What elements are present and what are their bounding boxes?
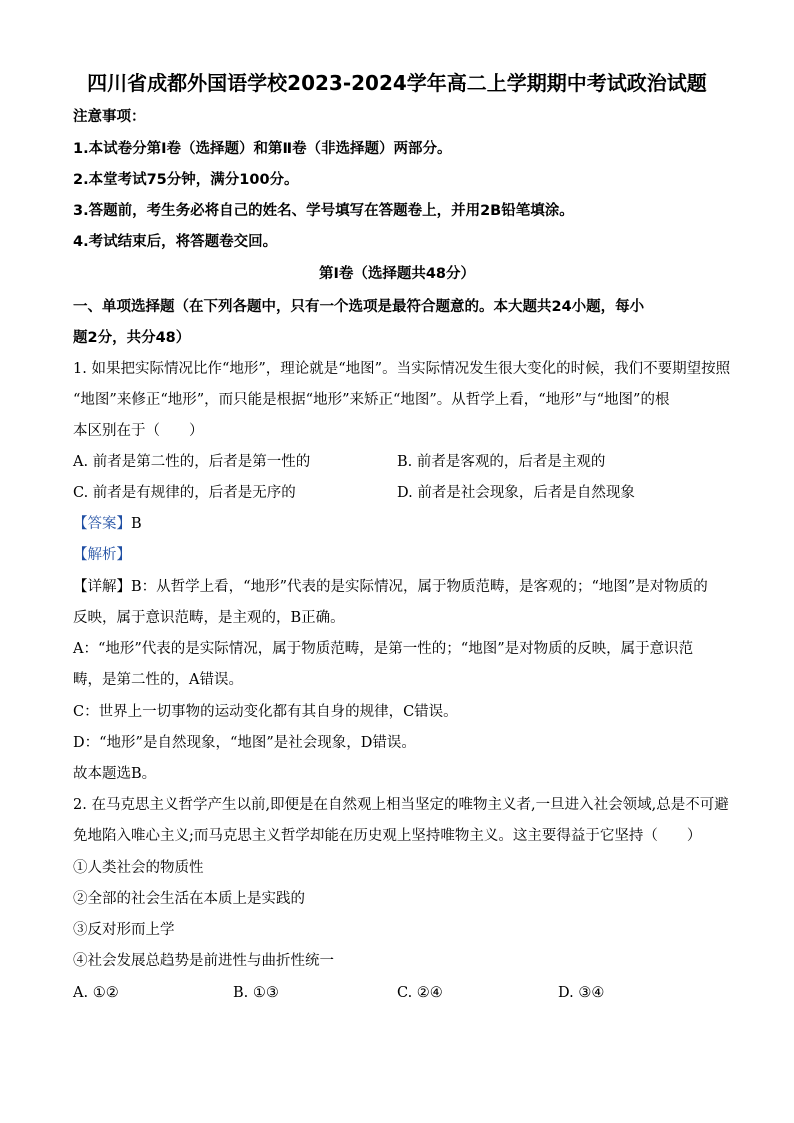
notice-item: 1.本试卷分第Ⅰ卷（选择题）和第Ⅱ卷（非选择题）两部分。 [73,141,452,157]
section-heading: 第Ⅰ卷（选择题共48分） [318,266,476,282]
question-stem: 1. 如果把实际情况比作“地形”，理论就是“地图”。当实际情况发生很大变化的时候，我们不要期望按照 [73,361,731,377]
notice-item: 2.本堂考试75分钟，满分100分。 [73,172,299,188]
statement-item: ④社会发展总趋势是前进性与曲折性统一 [73,953,334,969]
option-a: A. ①② [73,985,119,1001]
question-stem: 免地陷入唯心主义;而马克思主义哲学却能在历史观上坚持唯物主义。这主要得益于它坚持（ ） [73,828,702,844]
analysis-label: 【解析】 [73,547,131,563]
option-c: C. 前者是有规律的，后者是无序的 [73,485,296,501]
statement-item: ①人类社会的物质性 [73,860,204,876]
conclusion: 故本题选B。 [73,766,157,782]
detail-line: 反映，属于意识范畴，是主观的，B正确。 [73,610,345,626]
notice-item: 3.答题前，考生务必将自己的姓名、学号填写在答题卷上，并用2B铅笔填涂。 [73,203,574,219]
option-b: B. 前者是客观的，后者是主观的 [397,454,606,470]
notice-item: 4.考试结束后，将答题卷交回。 [73,234,278,250]
answer-label: 【答案】 [73,516,131,532]
detail-label: 【详解】 [73,579,131,595]
analysis-d: D：“地形”是自然现象，“地图”是社会现象，D错误。 [73,735,416,751]
analysis-a: A：“地形”代表的是实际情况，属于物质范畴，是第一性的；“地图”是对物质的反映，属于意识范 [73,641,694,657]
statement-item: ③反对形而上学 [73,922,175,938]
statement-item: ②全部的社会生活在本质上是实践的 [73,891,305,907]
detail-line [73,577,708,597]
option-c: C. ②④ [397,985,443,1001]
section-instruction: 题2分，共分48） [73,330,191,346]
answer-value: B [131,516,142,532]
analysis-c: C：世界上一切事物的运动变化都有其自身的规律，C错误。 [73,704,458,720]
question-stem: 2. 在马克思主义哲学产生以前,即便是在自然观上相当坚定的唯物主义者,一旦进入社会领域,总是不可避 [73,797,729,813]
option-b: B. ①③ [233,985,279,1001]
detail-text: B：从哲学上看，“地形”代表的是实际情况，属于物质范畴，是客观的；“地图”是对物质的 [131,579,708,595]
answer-line [73,514,142,534]
option-d: D. ③④ [558,985,605,1001]
section-instruction: 一、单项选择题（在下列各题中，只有一个选项是最符合题意的。本大题共24小题，每小 [73,299,645,315]
option-d: D. 前者是社会现象，后者是自然现象 [397,485,635,501]
analysis-a: 畴，是第二性的，A错误。 [73,672,243,688]
option-a: A. 前者是第二性的，后者是第一性的 [73,454,311,470]
page-title: 四川省成都外国语学校2023-2024学年高二上学期期中考试政治试题 [87,71,707,95]
question-stem: “地图”来修正“地形”，而只能是根据“地形”来矫正“地图”。从哲学上看，“地形”与“地图”的根 [73,392,670,408]
question-stem: 本区别在于（ ） [73,423,204,439]
notice-heading: 注意事项： [73,109,146,125]
